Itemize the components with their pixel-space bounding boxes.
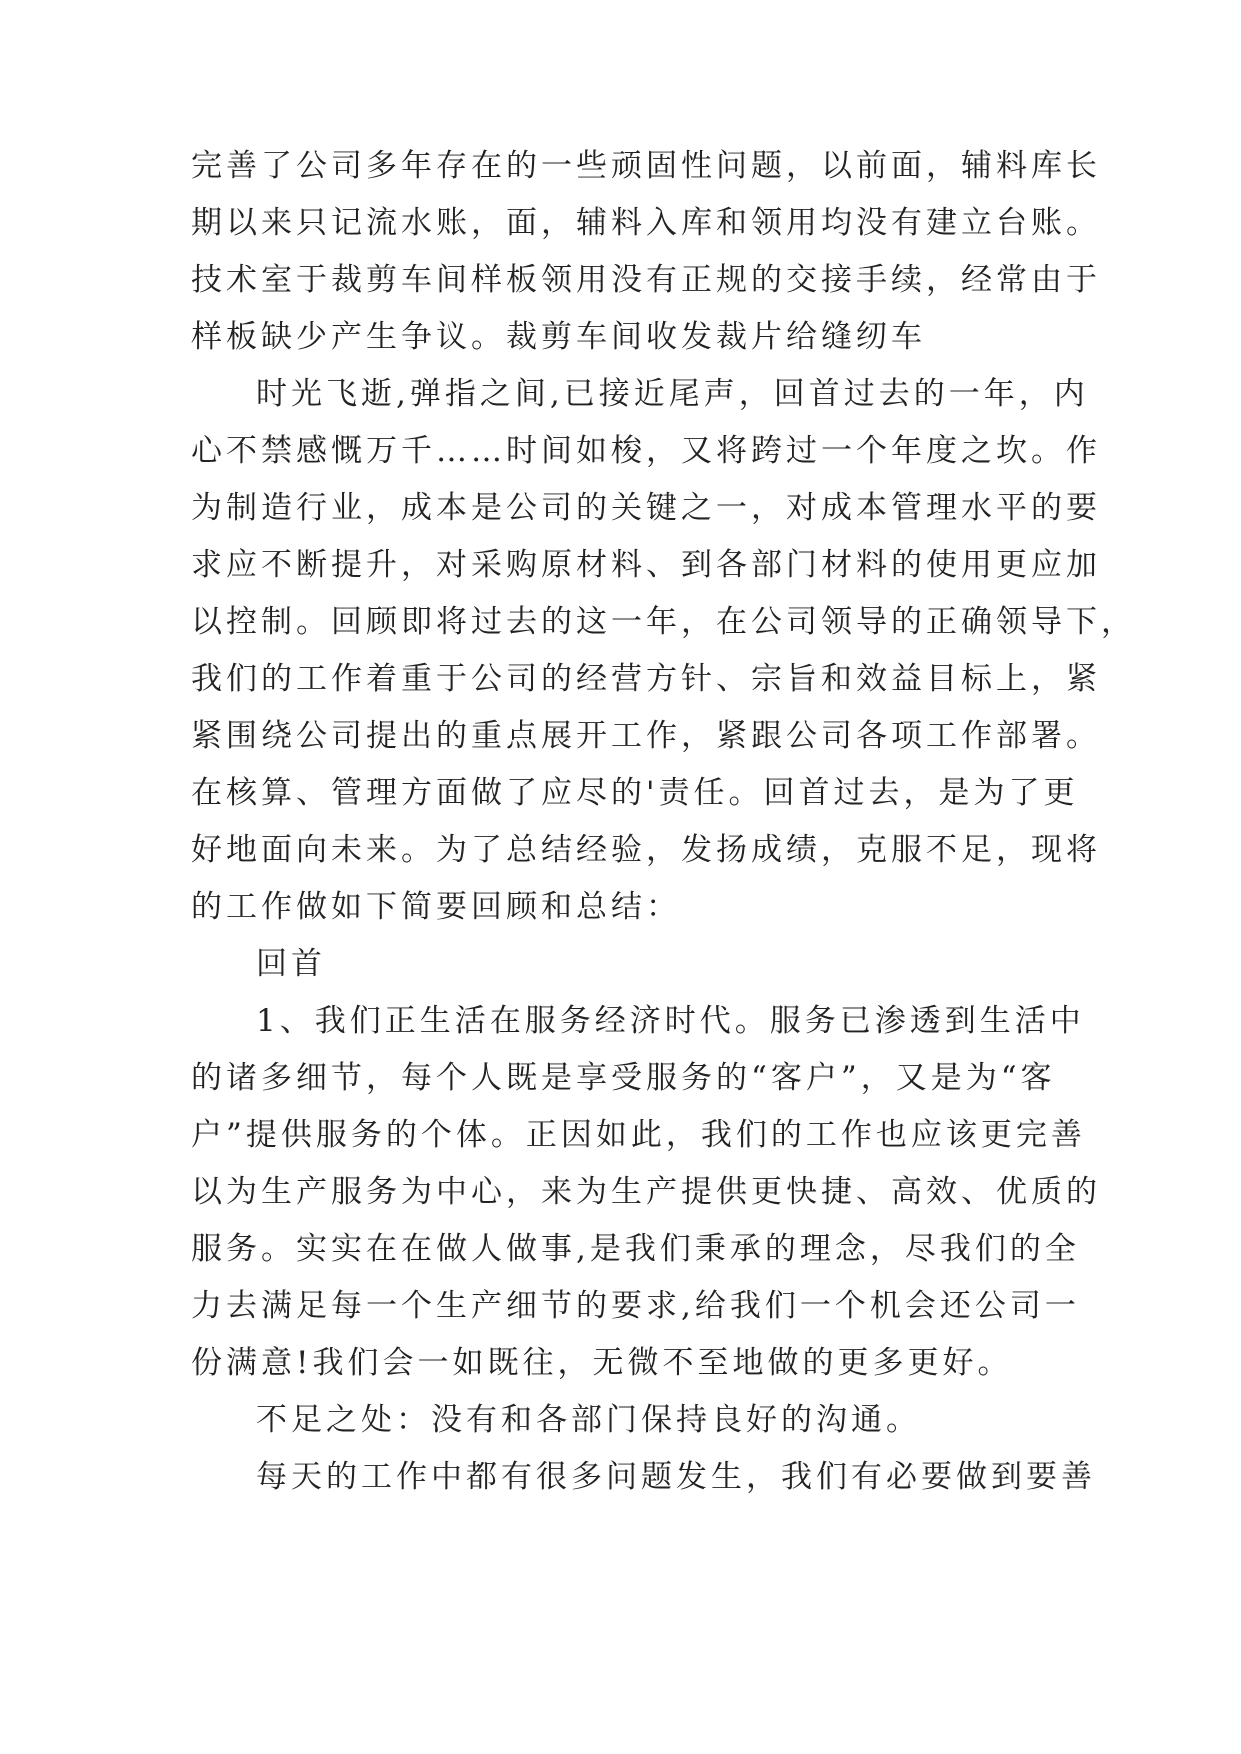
text-line: 完善了公司多年存在的一些顽固性问题，以前面，辅料库长 <box>191 148 1101 184</box>
text-line: 为制造行业，成本是公司的关键之一，对成本管理水平的要 <box>191 490 1101 526</box>
paragraph-start-line: 不足之处：没有和各部门保持良好的沟通。 <box>256 1402 921 1438</box>
text-line: 好地面向未来。为了总结经验，发扬成绩，克服不足，现将 <box>191 832 1101 868</box>
text-line: 期以来只记流水账，面，辅料入库和领用均没有建立台账。 <box>191 205 1101 241</box>
paragraph-start-line: 时光飞逝,弹指之间,已接近尾声，回首过去的一年，内 <box>256 376 1089 412</box>
text-line: 求应不断提升，对采购原材料、到各部门材料的使用更应加 <box>191 547 1101 583</box>
text-line: 以为生产服务为中心，来为生产提供更快捷、高效、优质的 <box>191 1174 1101 1210</box>
text-line: 样板缺少产生争议。裁剪车间收发裁片给缝纫车 <box>191 319 926 355</box>
text-line: 力去满足每一个生产细节的要求,给我们一个机会还公司一 <box>191 1288 1080 1324</box>
text-line: 以控制。回顾即将过去的这一年，在公司领导的正确领导下， <box>191 604 1136 640</box>
text-line: 服务。实实在在做人做事,是我们秉承的理念，尽我们的全 <box>191 1231 1080 1267</box>
text-line: 紧围绕公司提出的重点展开工作，紧跟公司各项工作部署。 <box>191 718 1101 754</box>
text-line: 户”提供服务的个体。正因如此，我们的工作也应该更完善 <box>191 1117 1086 1153</box>
text-line: 心不禁感慨万千……时间如梭，又将跨过一个年度之坎。作 <box>191 433 1101 469</box>
text-line: 在核算、管理方面做了应尽的'责任。回首过去，是为了更 <box>191 775 1079 811</box>
section-heading: 回首 <box>256 946 326 982</box>
text-line: 份满意!我们会一如既往，无微不至地做的更多更好。 <box>191 1345 1013 1381</box>
text-line: 技术室于裁剪车间样板领用没有正规的交接手续，经常由于 <box>191 262 1101 298</box>
paragraph-start-line: 每天的工作中都有很多问题发生，我们有必要做到要善 <box>256 1459 1096 1495</box>
text-line: 我们的工作着重于公司的经营方针、宗旨和效益目标上，紧 <box>191 661 1101 697</box>
text-line: 的工作做如下简要回顾和总结： <box>191 889 681 925</box>
paragraph-start-line: 1、我们正生活在服务经济时代。服务已渗透到生活中 <box>256 1003 1085 1039</box>
text-line: 的诸多细节，每个人既是享受服务的“客户”，又是为“客 <box>191 1060 1056 1096</box>
